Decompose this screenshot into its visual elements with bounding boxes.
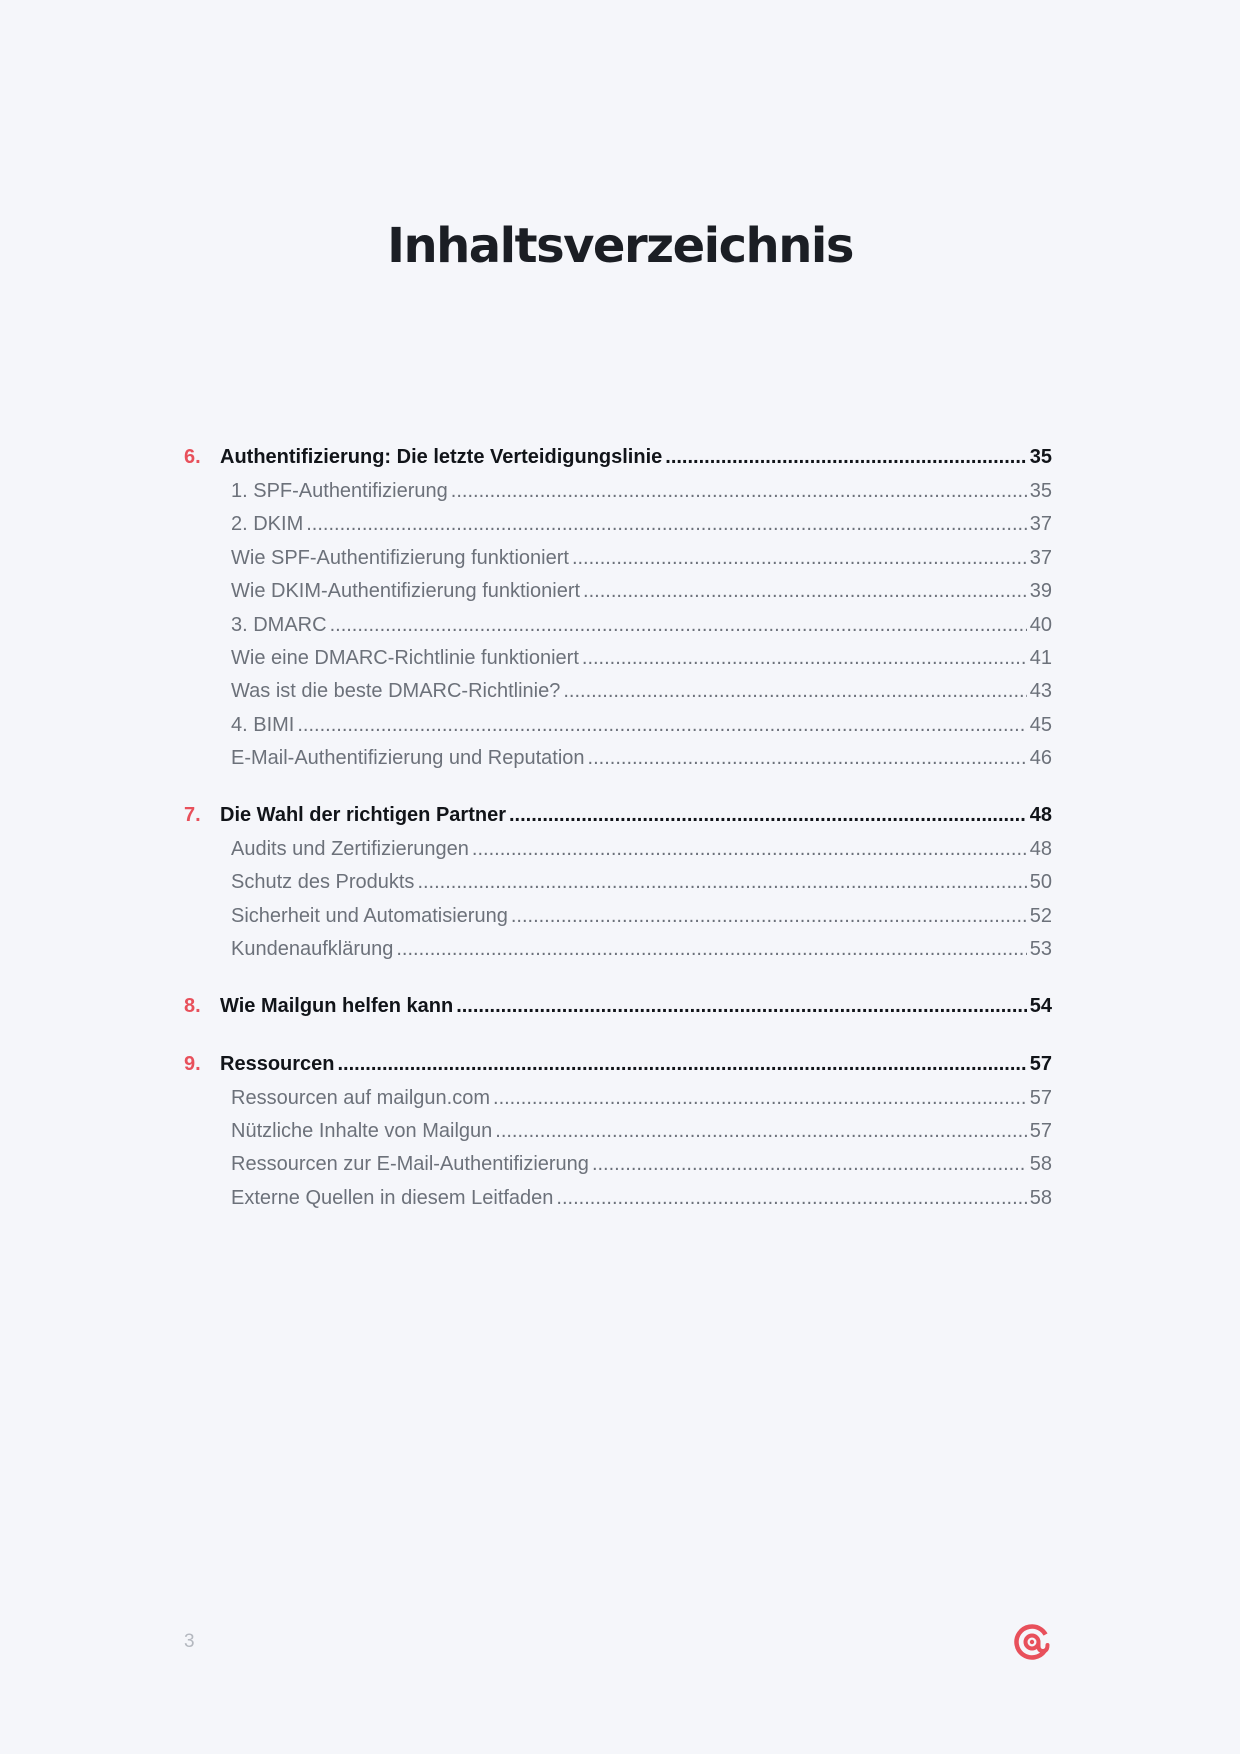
- dot-leader: [306, 513, 1027, 536]
- subentry-title: E-Mail-Authentifizierung und Reputation: [231, 747, 585, 770]
- dot-leader: [572, 547, 1027, 570]
- subentry-page: 48: [1029, 838, 1052, 861]
- subentry-page: 46: [1029, 747, 1052, 770]
- chapter-page: 54: [1029, 995, 1052, 1018]
- toc-subentry[interactable]: [184, 871, 1052, 904]
- dot-leader: [451, 480, 1027, 503]
- dot-leader: [509, 804, 1027, 827]
- toc-chapter-entry[interactable]: [184, 1053, 1052, 1087]
- subentry-title: Nützliche Inhalte von Mailgun: [231, 1119, 493, 1142]
- dot-leader: [338, 1053, 1027, 1076]
- chapter-title: Wie Mailgun helfen kann: [220, 995, 454, 1018]
- subentry-page: 52: [1029, 904, 1052, 927]
- toc-chapter-entry[interactable]: [184, 804, 1052, 838]
- subentry-title: Ressourcen auf mailgun.com: [231, 1086, 491, 1109]
- dot-leader: [563, 680, 1026, 703]
- page-title: Inhaltsverzeichnis: [387, 218, 853, 274]
- chapter-page: 57: [1029, 1052, 1052, 1075]
- subentry-page: 53: [1029, 938, 1052, 961]
- toc-section: [184, 1053, 1052, 1221]
- dot-leader: [583, 580, 1027, 603]
- chapter-title: Authentifizierung: Die letzte Verteidigungslinie: [220, 446, 663, 468]
- mailgun-at-logo-icon: [1012, 1622, 1052, 1662]
- subentry-title: Ressourcen zur E-Mail-Authentifizierung: [231, 1153, 589, 1176]
- chapter-page: 48: [1029, 804, 1052, 827]
- subentry-page: 40: [1029, 613, 1052, 636]
- subentry-title: 2. DKIM: [231, 513, 304, 536]
- toc-subentry[interactable]: [184, 905, 1052, 938]
- subentry-page: 39: [1029, 580, 1052, 603]
- chapter-title: Ressourcen: [220, 1052, 335, 1075]
- table-of-contents: [184, 446, 1052, 1244]
- subentry-title: Wie SPF-Authentifizierung funktioniert: [231, 546, 569, 569]
- toc-subentry[interactable]: [184, 614, 1052, 647]
- toc-subentry[interactable]: [184, 838, 1052, 871]
- chapter-number: 7.: [184, 804, 201, 827]
- subentry-page: 50: [1029, 871, 1052, 894]
- toc-subentry[interactable]: [184, 714, 1052, 747]
- chapter-number: 8.: [184, 995, 201, 1018]
- toc-section: [184, 804, 1052, 972]
- toc-chapter-entry[interactable]: [184, 446, 1052, 480]
- chapter-page: 35: [1029, 446, 1052, 468]
- subentry-title: Externe Quellen in diesem Leitfaden: [231, 1186, 554, 1209]
- subentry-page: 45: [1029, 713, 1052, 736]
- toc-subentry[interactable]: [184, 547, 1052, 580]
- subentry-page: 35: [1029, 480, 1052, 502]
- toc-subentry[interactable]: [184, 513, 1052, 546]
- dot-leader: [495, 1120, 1026, 1143]
- dot-leader: [592, 1153, 1027, 1176]
- dot-leader: [297, 714, 1026, 737]
- chapter-title: Die Wahl der richtigen Partner: [220, 804, 506, 827]
- toc-subentry[interactable]: [184, 1153, 1052, 1186]
- subentry-title: Wie DKIM-Authentifizierung funktioniert: [231, 580, 581, 603]
- toc-subentry[interactable]: [184, 647, 1052, 680]
- subentry-title: Was ist die beste DMARC-Richtlinie?: [231, 680, 561, 703]
- subentry-title: 3. DMARC: [231, 613, 327, 636]
- subentry-page: 37: [1029, 513, 1052, 536]
- subentry-page: 58: [1029, 1153, 1052, 1176]
- dot-leader: [456, 995, 1027, 1018]
- toc-subentry[interactable]: [184, 747, 1052, 780]
- dot-leader: [588, 747, 1027, 770]
- dot-leader: [582, 647, 1027, 670]
- subentry-page: 58: [1029, 1186, 1052, 1209]
- toc-subentry[interactable]: [184, 580, 1052, 613]
- toc-subentry[interactable]: [184, 480, 1052, 513]
- subentry-title: Kundenaufklärung: [231, 938, 394, 961]
- dot-leader: [665, 446, 1026, 469]
- chapter-number: 6.: [184, 446, 201, 468]
- dot-leader: [396, 938, 1026, 961]
- dot-leader: [417, 871, 1026, 894]
- toc-subentry[interactable]: [184, 938, 1052, 971]
- dot-leader: [511, 905, 1027, 928]
- dot-leader: [330, 614, 1027, 637]
- toc-subentry[interactable]: [184, 680, 1052, 713]
- subentry-page: 57: [1029, 1086, 1052, 1109]
- dot-leader: [556, 1187, 1026, 1210]
- subentry-title: Wie eine DMARC-Richtlinie funktioniert: [231, 646, 579, 669]
- page-number: 3: [184, 1631, 195, 1652]
- toc-subentry[interactable]: [184, 1187, 1052, 1220]
- toc-section: [184, 995, 1052, 1029]
- subentry-title: Sicherheit und Automatisierung: [231, 904, 508, 927]
- subentry-page: 57: [1029, 1119, 1052, 1142]
- subentry-title: Schutz des Produkts: [231, 871, 415, 894]
- chapter-number: 9.: [184, 1052, 201, 1075]
- subentry-title: 1. SPF-Authentifizierung: [231, 480, 448, 502]
- subentry-title: 4. BIMI: [231, 713, 295, 736]
- toc-chapter-entry[interactable]: [184, 995, 1052, 1029]
- dot-leader: [493, 1087, 1027, 1110]
- subentry-page: 41: [1029, 646, 1052, 669]
- toc-section: [184, 446, 1052, 781]
- toc-subentry[interactable]: [184, 1120, 1052, 1153]
- toc-subentry[interactable]: [184, 1087, 1052, 1120]
- subentry-page: 37: [1029, 546, 1052, 569]
- subentry-title: Audits und Zertifizierungen: [231, 838, 469, 861]
- dot-leader: [472, 838, 1027, 861]
- subentry-page: 43: [1029, 680, 1052, 703]
